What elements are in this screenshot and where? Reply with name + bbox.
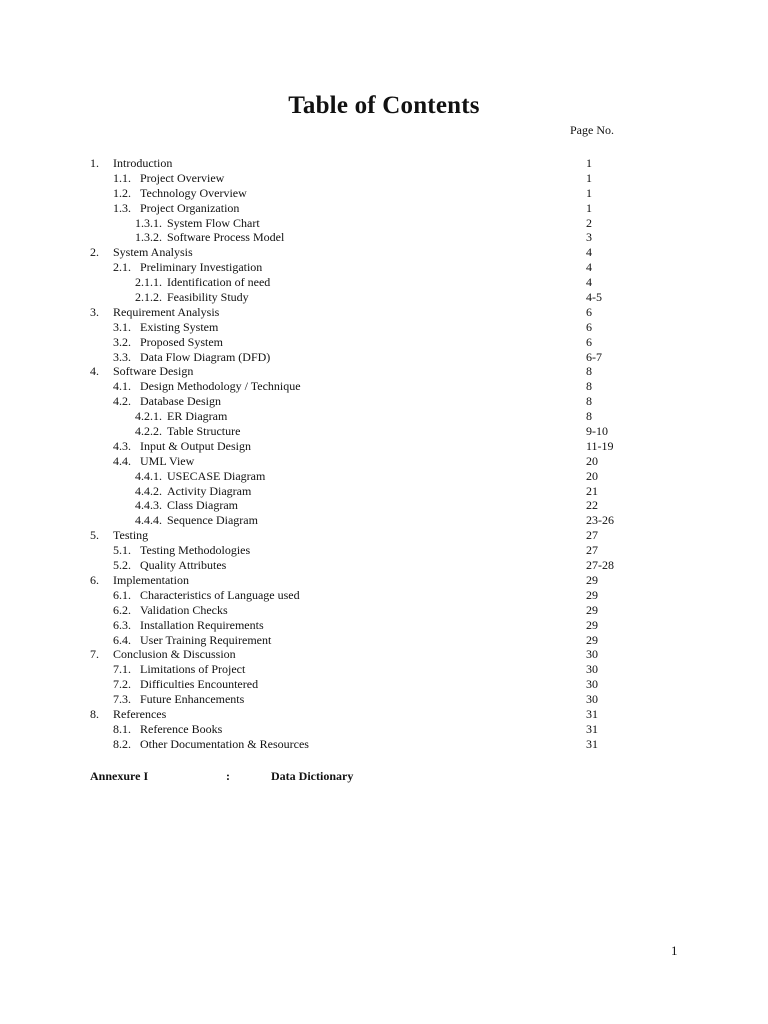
toc-entry-number: 5.1.: [113, 543, 131, 558]
toc-entry: [0, 379, 768, 394]
toc-entry: [0, 662, 768, 677]
toc-entry-title: Characteristics of Language used: [140, 587, 300, 602]
toc-entry-page: 30: [586, 662, 598, 677]
toc-entry: [0, 677, 768, 692]
toc-entry-title: Testing Methodologies: [140, 543, 251, 558]
toc-entry-page: 21: [586, 483, 598, 498]
toc-entry-title: System Flow Chart: [167, 215, 260, 230]
annexure-label: Annexure I: [90, 769, 149, 783]
toc-entry-number: 1.1.: [113, 170, 131, 185]
toc-entry-title: Proposed System: [140, 334, 224, 349]
toc-entry-title: Limitations of Project: [140, 662, 246, 677]
page-number-column-header: Page No.: [570, 123, 614, 137]
toc-entry-number: 4.2.: [113, 394, 131, 409]
toc-entry-number: 4.2.1.: [135, 409, 162, 424]
toc-entry-number: 7.3.: [113, 692, 131, 707]
toc-entry-number: 2.: [90, 245, 99, 260]
toc-entry-page: 23-26: [586, 513, 614, 528]
toc-entry-title: Technology Overview: [140, 185, 247, 200]
toc-entry-page: 27-28: [586, 558, 614, 573]
page-title: Table of Contents: [288, 92, 480, 119]
toc-entry: [0, 335, 768, 350]
toc-entry-title: USECASE Diagram: [167, 468, 266, 483]
toc-entry-title: Requirement Analysis: [113, 304, 220, 319]
annexure-row: [0, 768, 768, 784]
toc-entry-number: 3.2.: [113, 334, 131, 349]
toc-entry-number: 4.4.: [113, 453, 131, 468]
toc-entry-page: 9-10: [586, 424, 608, 439]
toc-entry-page: 4-5: [586, 290, 602, 305]
toc-entry-page: 4: [586, 260, 592, 275]
toc-entry: [0, 588, 768, 603]
toc-entry-title: Reference Books: [140, 721, 223, 736]
toc-entry-page: 22: [586, 498, 598, 513]
toc-entry-title: ER Diagram: [167, 409, 228, 424]
toc-entry: [0, 528, 768, 543]
toc-entry: [0, 230, 768, 245]
toc-entry-number: 2.1.1.: [135, 275, 162, 290]
toc-entry-number: 2.1.2.: [135, 290, 162, 305]
toc-entry-number: 6.2.: [113, 602, 131, 617]
toc-entry: [0, 513, 768, 528]
toc-entry: [0, 424, 768, 439]
toc-entry-title: Difficulties Encountered: [140, 677, 259, 692]
toc-entry-page: 8: [586, 409, 592, 424]
toc-entry: [0, 647, 768, 662]
toc-entry-number: 4.4.1.: [135, 468, 162, 483]
toc-entry-number: 7.: [90, 647, 99, 662]
toc-entry: [0, 543, 768, 558]
toc-entry: [0, 722, 768, 737]
toc-entry-page: 6: [586, 319, 592, 334]
toc-entry-page: 1: [586, 156, 592, 170]
toc-entry-title: Input & Output Design: [140, 438, 251, 453]
toc-entry-title: Quality Attributes: [140, 558, 227, 573]
toc-entry-page: 4: [586, 245, 592, 260]
toc-entry-page: 3: [586, 230, 592, 245]
annexure-separator: :: [226, 769, 230, 783]
toc-entry-number: 4.4.2.: [135, 483, 162, 498]
toc-entry-title: Preliminary Investigation: [140, 260, 263, 275]
toc-entry-page: 6-7: [586, 349, 602, 364]
toc-entry-title: Project Organization: [140, 200, 240, 215]
toc-entry: [0, 171, 768, 186]
toc-entry-title: Testing: [113, 528, 149, 543]
toc-entry: [0, 454, 768, 469]
toc-entry-page: 1: [586, 200, 592, 215]
toc-entry-number: 4.: [90, 364, 99, 379]
toc-entry-title: Data Flow Diagram (DFD): [140, 349, 271, 364]
toc-entry-number: 7.1.: [113, 662, 131, 677]
toc-entry-page: 8: [586, 379, 592, 394]
toc-list: [0, 156, 768, 752]
toc-entry-title: Software Design: [113, 364, 194, 379]
toc-entry-number: 6.3.: [113, 617, 131, 632]
toc-entry-page: 29: [586, 587, 598, 602]
toc-entry: [0, 260, 768, 275]
toc-entry-page: 6: [586, 304, 592, 319]
toc-entry-number: 4.3.: [113, 438, 131, 453]
toc-entry-title: System Analysis: [113, 245, 193, 260]
toc-entry: [0, 498, 768, 513]
toc-entry-title: Other Documentation & Resources: [140, 736, 309, 751]
toc-entry-title: Conclusion & Discussion: [113, 647, 236, 662]
toc-entry: [0, 290, 768, 305]
toc-entry-title: User Training Requirement: [140, 632, 272, 647]
toc-entry: [0, 737, 768, 752]
toc-entry-title: Design Methodology / Technique: [140, 379, 301, 394]
toc-entry-number: 4.4.4.: [135, 513, 162, 528]
toc-entry-number: 4.2.2.: [135, 424, 162, 439]
toc-entry: [0, 573, 768, 588]
toc-entry-title: Project Overview: [140, 170, 225, 185]
toc-entry-title: Validation Checks: [140, 602, 228, 617]
toc-entry-page: 31: [586, 721, 598, 736]
toc-entry-page: 20: [586, 453, 598, 468]
toc-entry-number: 1.: [90, 156, 99, 170]
toc-entry-number: 6.: [90, 572, 99, 587]
toc-entry-page: 4: [586, 275, 592, 290]
toc-entry-number: 3.: [90, 304, 99, 319]
toc-entry-number: 6.1.: [113, 587, 131, 602]
toc-entry-title: Table Structure: [167, 424, 241, 439]
toc-entry-title: Feasibility Study: [167, 290, 249, 305]
toc-entry: [0, 469, 768, 484]
toc-entry-page: 31: [586, 706, 598, 721]
toc-entry: [0, 558, 768, 573]
toc-entry: [0, 350, 768, 365]
toc-entry: [0, 156, 768, 171]
toc-entry-page: 31: [586, 736, 598, 751]
toc-entry-title: Database Design: [140, 394, 221, 409]
toc-entry-number: 4.4.3.: [135, 498, 162, 513]
toc-entry-number: 8.2.: [113, 736, 131, 751]
toc-entry-number: 5.: [90, 528, 99, 543]
toc-entry-page: 30: [586, 677, 598, 692]
toc-entry-title: Class Diagram: [167, 498, 238, 513]
toc-entry: [0, 320, 768, 335]
toc-entry-title: References: [113, 706, 167, 721]
toc-entry-number: 1.3.: [113, 200, 131, 215]
toc-entry: [0, 364, 768, 379]
toc-entry-number: 7.2.: [113, 677, 131, 692]
toc-entry-title: Implementation: [113, 572, 189, 587]
toc-entry-page: 29: [586, 572, 598, 587]
toc-entry-page: 30: [586, 647, 598, 662]
toc-entry-title: Installation Requirements: [140, 617, 264, 632]
footer-page-number: 1: [671, 943, 678, 958]
toc-entry-page: 29: [586, 617, 598, 632]
toc-entry-number: 3.3.: [113, 349, 131, 364]
toc-entry-title: Identification of need: [167, 275, 271, 290]
toc-entry-number: 1.3.1.: [135, 215, 162, 230]
toc-entry-page: 8: [586, 394, 592, 409]
toc-entry-page: 20: [586, 468, 598, 483]
toc-entry-page: 6: [586, 334, 592, 349]
toc-entry-page: 11-19: [586, 438, 614, 453]
toc-entry-number: 1.2.: [113, 185, 131, 200]
toc-entry-page: 29: [586, 632, 598, 647]
annexure-value: Data Dictionary: [271, 769, 354, 783]
toc-entry-number: 4.1.: [113, 379, 131, 394]
toc-entry: [0, 275, 768, 290]
toc-entry-page: 29: [586, 602, 598, 617]
toc-entry: [0, 186, 768, 201]
toc-entry: [0, 707, 768, 722]
toc-entry-title: Introduction: [113, 156, 173, 170]
toc-entry-number: 1.3.2.: [135, 230, 162, 245]
toc-entry-page: 27: [586, 528, 598, 543]
toc-entry-number: 8.1.: [113, 721, 131, 736]
toc-entry: [0, 692, 768, 707]
toc-entry-title: Software Process Model: [167, 230, 285, 245]
toc-entry: [0, 618, 768, 633]
toc-entry-number: 2.1.: [113, 260, 131, 275]
toc-entry-title: Activity Diagram: [167, 483, 252, 498]
toc-entry-number: 3.1.: [113, 319, 131, 334]
toc-entry-number: 6.4.: [113, 632, 131, 647]
toc-entry-page: 8: [586, 364, 592, 379]
toc-entry: [0, 201, 768, 216]
toc-entry-title: Sequence Diagram: [167, 513, 258, 528]
toc-entry: [0, 439, 768, 454]
toc-entry-page: 27: [586, 543, 598, 558]
toc-entry-title: Existing System: [140, 319, 219, 334]
toc-entry-page: 30: [586, 692, 598, 707]
toc-entry: [0, 305, 768, 320]
toc-entry-page: 2: [586, 215, 592, 230]
toc-entry: [0, 633, 768, 648]
toc-entry: [0, 484, 768, 499]
toc-entry-number: 5.2.: [113, 558, 131, 573]
toc-entry-title: Future Enhancements: [140, 692, 245, 707]
toc-entry: [0, 216, 768, 231]
toc-entry-page: 1: [586, 185, 592, 200]
toc-entry: [0, 603, 768, 618]
toc-entry: [0, 394, 768, 409]
toc-entry: [0, 409, 768, 424]
toc-entry: [0, 245, 768, 260]
toc-entry-title: UML View: [140, 453, 195, 468]
toc-entry-page: 1: [586, 170, 592, 185]
toc-entry-number: 8.: [90, 706, 99, 721]
